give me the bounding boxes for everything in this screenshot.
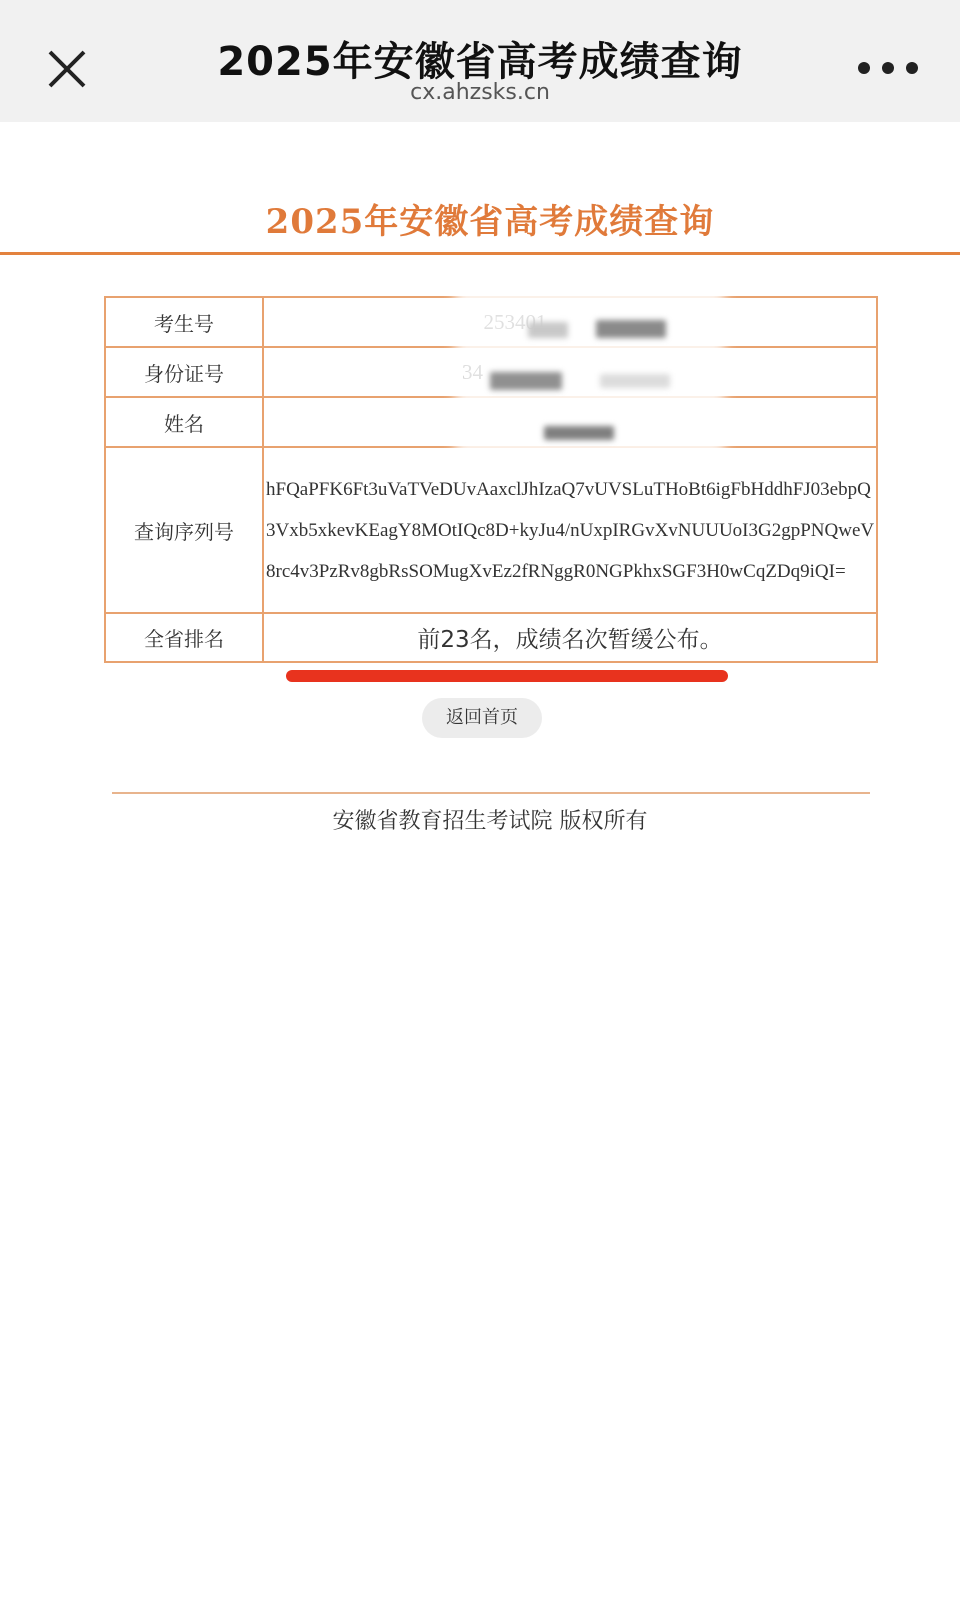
- value-province-rank: [263, 613, 877, 662]
- privacy-blur-mark: [596, 320, 666, 338]
- privacy-blur-mark: [600, 374, 670, 388]
- privacy-blur-mark: [490, 372, 562, 390]
- label-name: 姓名: [105, 397, 263, 447]
- nav-title: 2025年安徽省高考成绩查询: [217, 39, 743, 85]
- query-serial-text: hFQaPFK6Ft3uVaTVeDUvAaxclJhIzaQ7vUVSLuTHoBt6igFbHddhFJ03ebpQ3Vxb5xkevKEagY8MOtIQc8D+kyJu4/nUxpIRGvXvNUUUoI3G2gpPNQweV8rc4v3PzRv8gbRsSOMugXvEz2fRNggR0NGPkhxSGF3H0wCqZDq9iQI=: [266, 478, 875, 582]
- table-row: [105, 613, 877, 662]
- table-row: [105, 447, 877, 613]
- nav-url: cx.ahzsks.cn: [410, 80, 550, 105]
- label-province-rank: 全省排名: [105, 613, 263, 662]
- page-title: 2025年安徽省高考成绩查询: [265, 202, 715, 242]
- footer-copyright: 安徽省教育招生考试院 版权所有: [332, 809, 648, 834]
- label-id-number: 身份证号: [105, 347, 263, 397]
- label-query-serial: 查询序列号: [105, 447, 263, 613]
- browser-top-bar: [0, 0, 960, 122]
- footer-divider: [112, 792, 870, 794]
- label-exam-number: 考生号: [105, 297, 263, 347]
- privacy-blur-mark: [544, 426, 614, 440]
- heading-divider: [0, 252, 960, 255]
- privacy-blur-mark: [528, 322, 568, 338]
- value-query-serial: [263, 447, 877, 613]
- province-rank-text: 前23名，成绩名次暂缓公布。: [417, 627, 723, 653]
- more-icon[interactable]: [858, 58, 918, 78]
- highlight-underline: [286, 670, 728, 682]
- return-home-button[interactable]: 返回首页: [422, 698, 542, 738]
